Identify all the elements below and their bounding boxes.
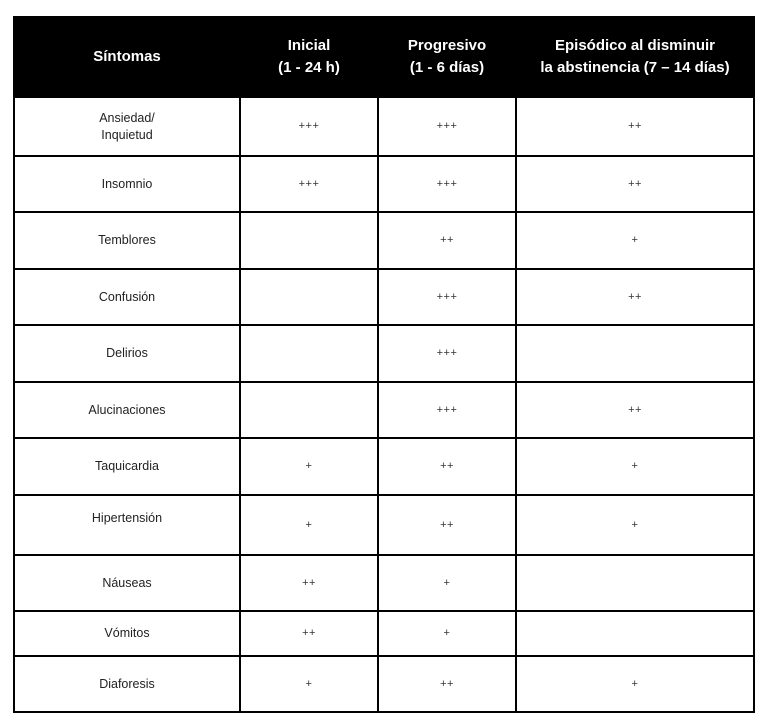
symptom-cell — [14, 325, 240, 382]
intensity-episodico-cell — [516, 325, 754, 382]
header-sintomas-line-1: Síntomas — [93, 48, 161, 65]
intensity-progresivo-cell: ++ — [378, 495, 516, 555]
symptom-cell — [14, 212, 240, 269]
intensity-inicial-cell: ++ — [240, 555, 378, 611]
table-row — [14, 212, 754, 269]
intensity-progresivo-cell: + — [378, 611, 516, 656]
header-inicial — [240, 17, 378, 97]
table-row — [14, 97, 754, 156]
table-row — [14, 555, 754, 611]
table-row — [14, 269, 754, 325]
symptom-label: Ansiedad/ — [99, 110, 155, 125]
intensity-inicial-cell: + — [240, 656, 378, 712]
symptom-label: Hipertensión — [91, 511, 163, 525]
symptom-cell — [14, 156, 240, 212]
header-episodico-line-2: la abstinencia (7 – 14 días) — [540, 59, 730, 76]
intensity-episodico-cell: ++ — [516, 382, 754, 438]
symptom-label: Alucinaciones — [88, 402, 166, 417]
intensity-inicial-cell — [240, 212, 378, 269]
symptom-label: Temblores — [98, 233, 156, 247]
header-episodico — [516, 17, 754, 97]
header-episodico-line-1: Episódico al disminuir — [554, 37, 716, 54]
intensity-episodico-cell: ++ — [516, 97, 754, 156]
intensity-episodico-cell: + — [516, 656, 754, 712]
symptom-label: Insomnio — [101, 176, 153, 191]
intensity-episodico-cell — [516, 611, 754, 656]
symptom-cell — [14, 495, 240, 555]
intensity-episodico-cell: + — [516, 438, 754, 495]
table-row — [14, 382, 754, 438]
header-progresivo-line-1: Progresivo — [407, 37, 487, 54]
intensity-progresivo-cell: +++ — [378, 156, 516, 212]
intensity-progresivo-cell: + — [378, 555, 516, 611]
table-row — [14, 656, 754, 712]
intensity-episodico-cell: + — [516, 495, 754, 555]
table-row — [14, 611, 754, 656]
intensity-episodico-cell — [516, 555, 754, 611]
symptom-label: Inquietud — [101, 127, 153, 142]
symptom-label: Vómitos — [104, 626, 150, 640]
symptom-cell — [14, 611, 240, 656]
intensity-inicial-cell: + — [240, 438, 378, 495]
intensity-progresivo-cell: +++ — [378, 269, 516, 325]
table-body — [14, 97, 754, 712]
withdrawal-symptoms-table — [13, 16, 755, 713]
table-row — [14, 438, 754, 495]
symptom-cell — [14, 382, 240, 438]
symptoms-table-container — [13, 16, 753, 713]
header-inicial-line-2: (1 - 24 h) — [278, 59, 340, 76]
symptom-cell — [14, 656, 240, 712]
symptom-cell — [14, 438, 240, 495]
symptom-cell — [14, 97, 240, 156]
intensity-progresivo-cell: +++ — [378, 382, 516, 438]
header-progresivo-line-2: (1 - 6 días) — [409, 59, 485, 76]
intensity-progresivo-cell: ++ — [378, 212, 516, 269]
symptom-label: Delirios — [106, 346, 148, 360]
header-progresivo — [378, 17, 516, 97]
intensity-inicial-cell: +++ — [240, 156, 378, 212]
symptom-label: Confusión — [98, 289, 156, 304]
symptom-label: Náuseas — [102, 575, 152, 590]
header-sintomas — [14, 17, 240, 97]
intensity-inicial-cell: ++ — [240, 611, 378, 656]
table-row — [14, 156, 754, 212]
intensity-inicial-cell: + — [240, 495, 378, 555]
intensity-progresivo-cell: +++ — [378, 325, 516, 382]
header-row — [14, 17, 754, 97]
header-inicial-line-1: Inicial — [287, 37, 331, 54]
intensity-inicial-cell: +++ — [240, 97, 378, 156]
symptom-label: Taquicardia — [95, 459, 159, 473]
table-header — [14, 17, 754, 97]
intensity-episodico-cell: + — [516, 212, 754, 269]
intensity-episodico-cell: ++ — [516, 269, 754, 325]
symptom-cell — [14, 269, 240, 325]
table-row — [14, 495, 754, 555]
symptom-label: Diaforesis — [99, 676, 155, 691]
intensity-inicial-cell — [240, 382, 378, 438]
symptom-cell — [14, 555, 240, 611]
intensity-inicial-cell — [240, 325, 378, 382]
intensity-progresivo-cell: +++ — [378, 97, 516, 156]
table-row — [14, 325, 754, 382]
intensity-progresivo-cell: ++ — [378, 438, 516, 495]
intensity-progresivo-cell: ++ — [378, 656, 516, 712]
intensity-inicial-cell — [240, 269, 378, 325]
intensity-episodico-cell: ++ — [516, 156, 754, 212]
